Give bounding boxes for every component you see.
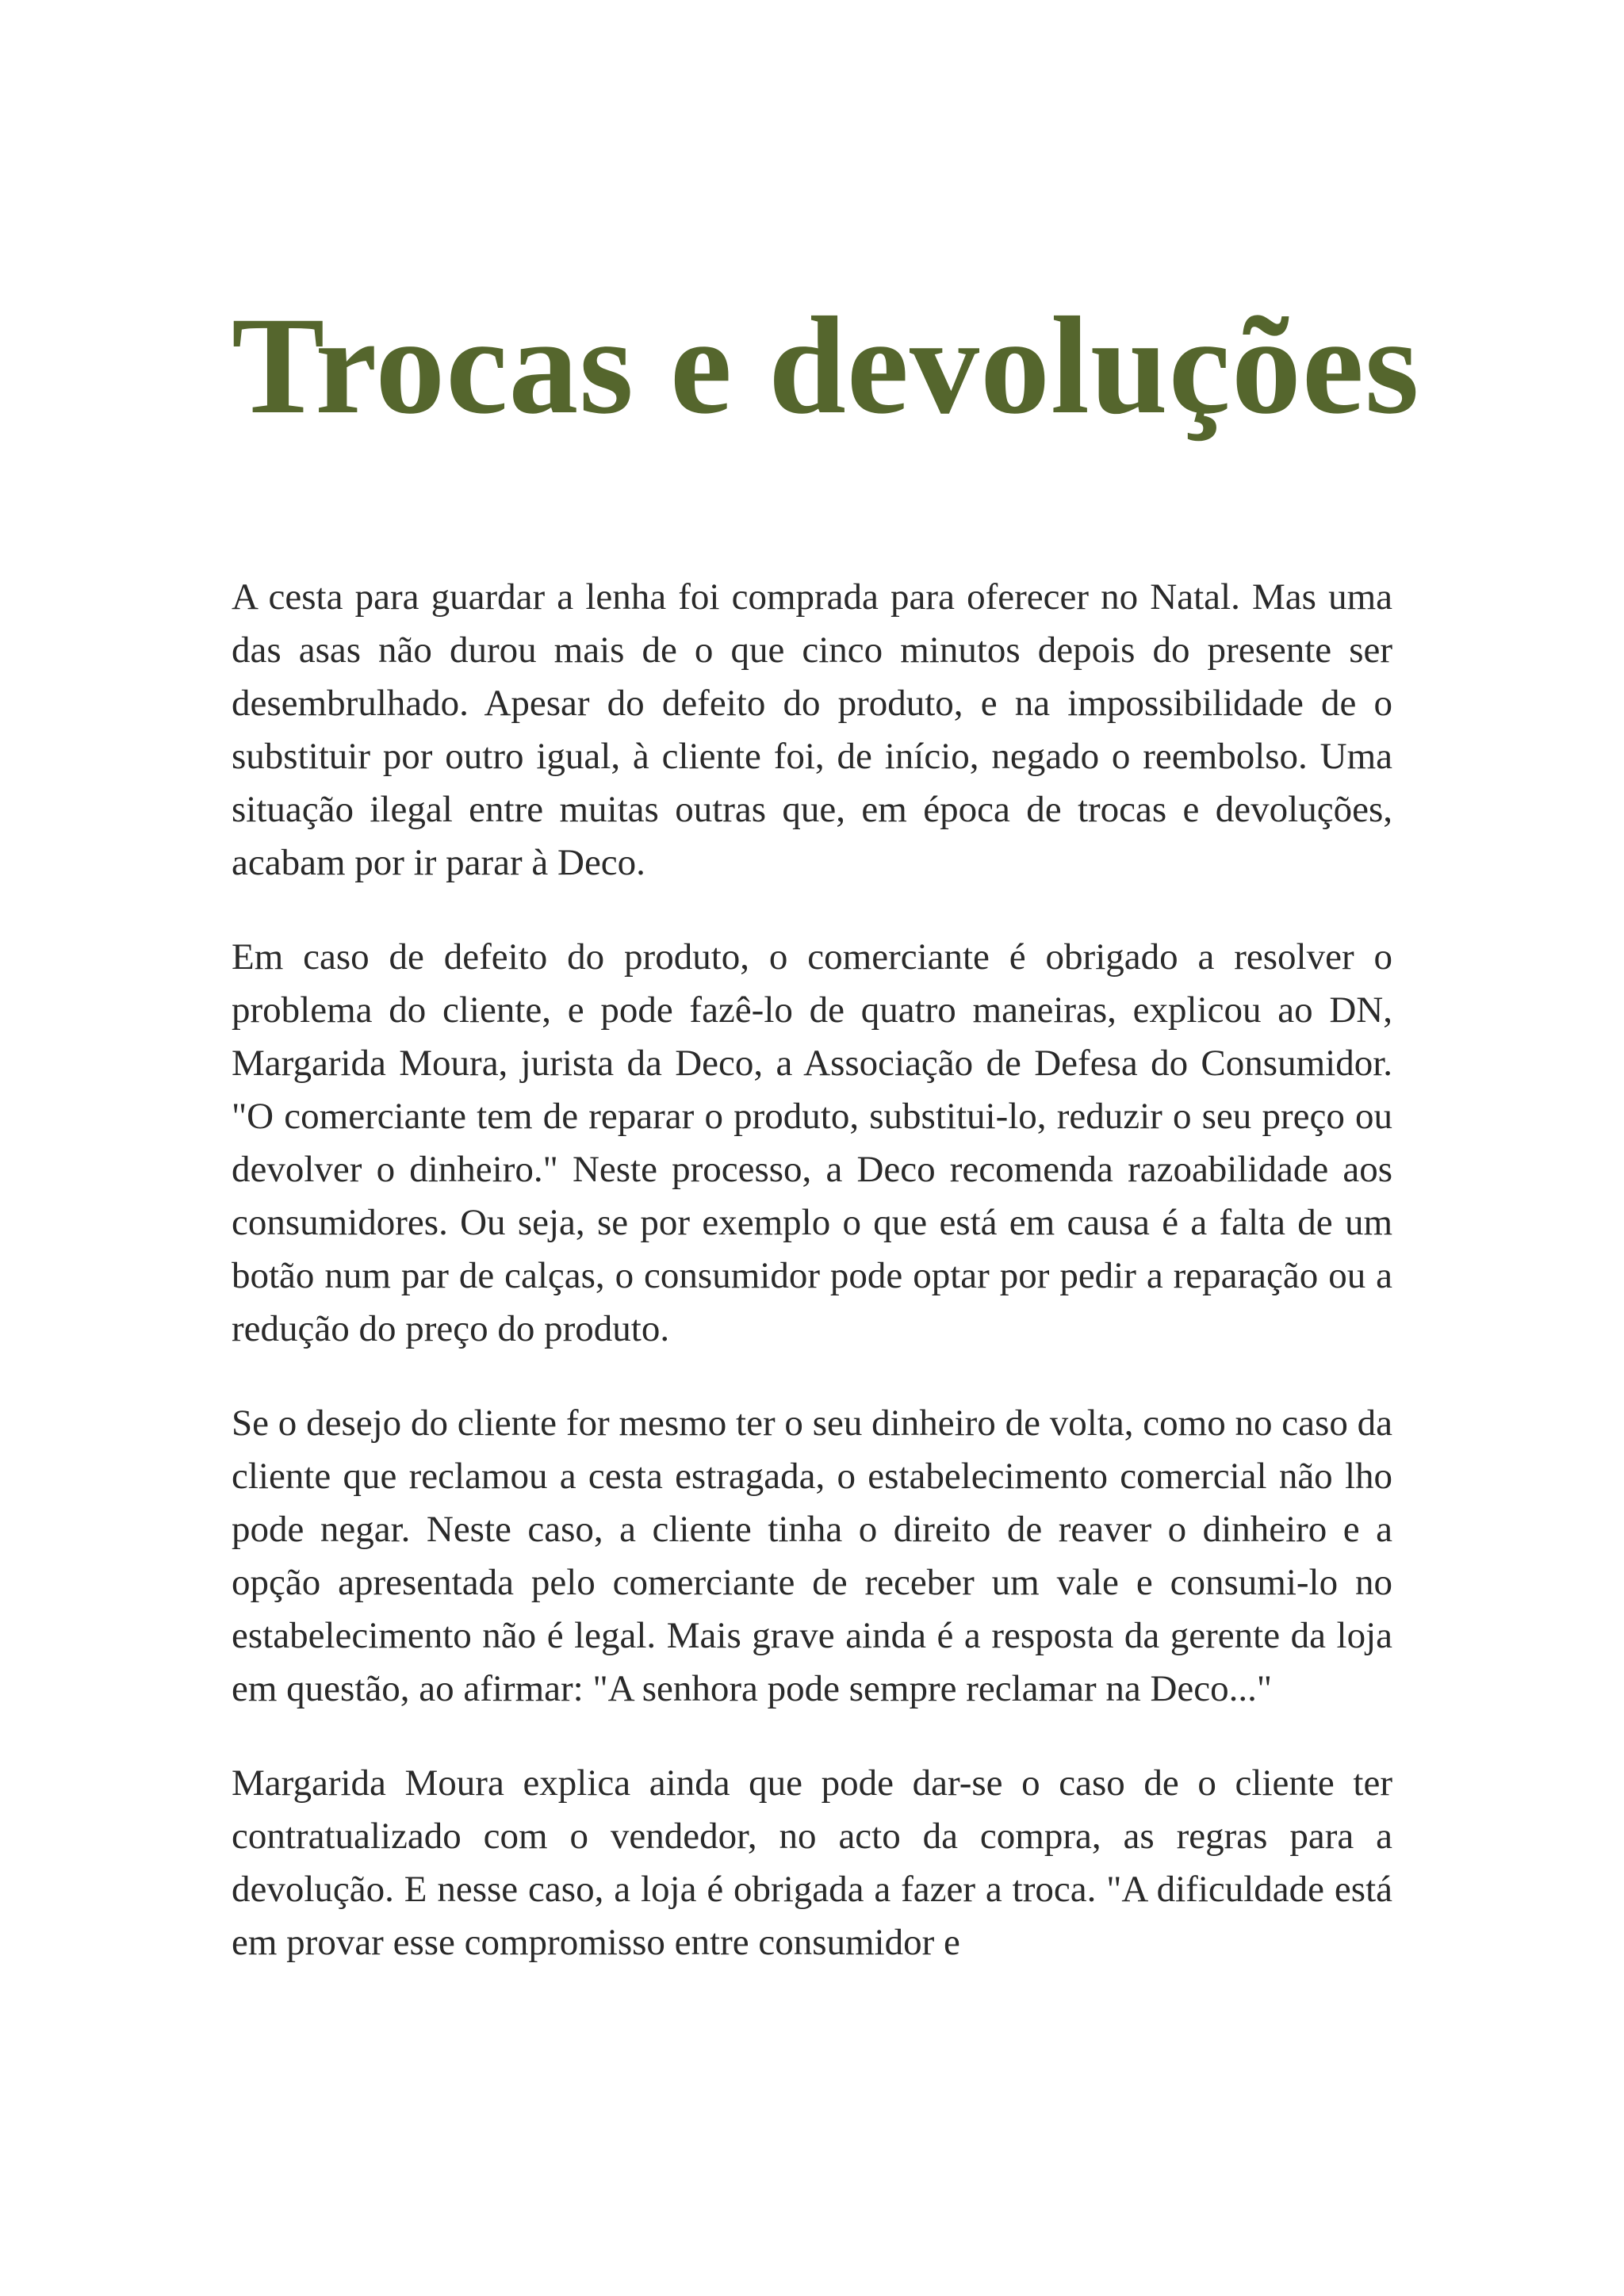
paragraph-4: Margarida Moura explica ainda que pode dar-se o caso de o cliente ter contratualizado com o vendedor, no acto da compra, as regras para a devolução. E nesse caso, a loja é obrigada a fazer a troca. "A dificuldade está em provar esse compromisso entre consumidor e (232, 1762, 1392, 1963)
page-title: Trocas e devoluções (232, 289, 1420, 443)
article-body (232, 571, 1392, 2011)
paragraph-3: Se o desejo do cliente for mesmo ter o seu dinheiro de volta, como no caso da cliente que reclamou a cesta estragada, o estabelecimento comercial não lho pode negar. Neste caso, a cliente tinha o direito de reaver o dinheiro e a opção apresentada pelo comerciante de receber um vale e consumi-lo no estabelecimento não é legal. Mais grave ainda é a resposta da gerente da loja em questão, ao afirmar: "A senhora pode sempre reclamar na Deco..." (232, 1402, 1392, 1709)
paragraph-2: Em caso de defeito do produto, o comerciante é obrigado a resolver o problema do cliente, e pode fazê-lo de quatro maneiras, explicou ao DN, Margarida Moura, jurista da Deco, a Associação de Defesa do Consumidor. "O comerciante tem de reparar o produto, substitui-lo, reduzir o seu preço ou devolver o dinheiro." Neste processo, a Deco recomenda razoabilidade aos consumidores. Ou seja, se por exemplo o que está em causa é a falta de um botão num par de calças, o consumidor pode optar por pedir a reparação ou a redução do preço do produto. (232, 936, 1392, 1349)
paragraph-1: A cesta para guardar a lenha foi comprada para oferecer no Natal. Mas uma das asas não durou mais de o que cinco minutos depois do presente ser desembrulhado. Apesar do defeito do produto, e na impossibilidade de o substituir por outro igual, à cliente foi, de início, negado o reembolso. Uma situação ilegal entre muitas outras que, em época de trocas e devoluções, acabam por ir parar à Deco. (232, 576, 1392, 883)
